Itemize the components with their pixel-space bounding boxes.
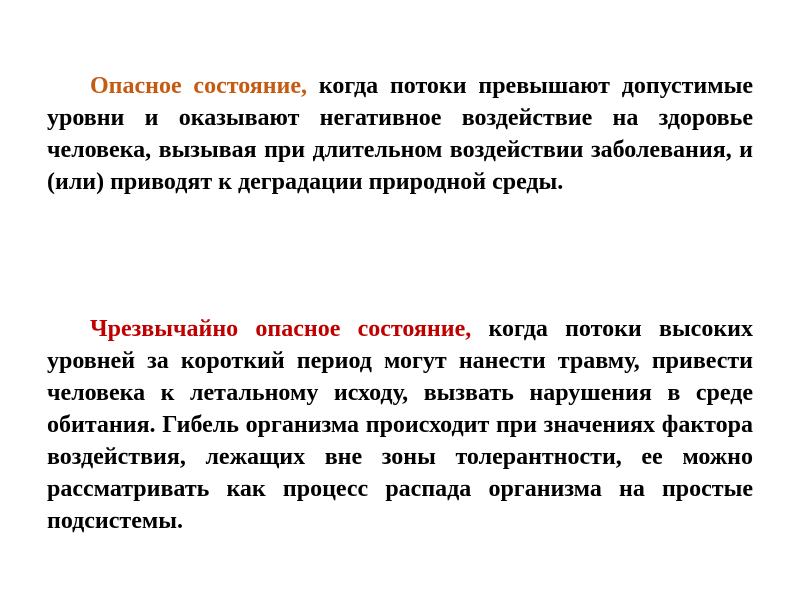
dangerous-state-paragraph [47,70,753,198]
extreme-state-definition: когда потоки высоких уровней за короткий период могут нанести травму, привести человека к летальному исходу, вызвать нарушения в среде обитания. Гибель организма происходит при значениях фактора воздействия, лежащих вне зоны толерантности, ее можно рассматривать как процесс распада организма на простые подсистемы. [47,316,753,534]
dangerous-state-definition: когда потоки превышают допустимые уровни и оказывают негативное воздействие на здоровье человека, вызывая при длительном воздействии заболевания, и (или) приводят к деградации природной среды. [47,73,753,195]
extreme-state-paragraph [47,313,753,537]
dangerous-state-term: Опасное состояние, [90,73,308,99]
extreme-state-term: Чрезвычайно опасное состояние, [90,316,472,342]
